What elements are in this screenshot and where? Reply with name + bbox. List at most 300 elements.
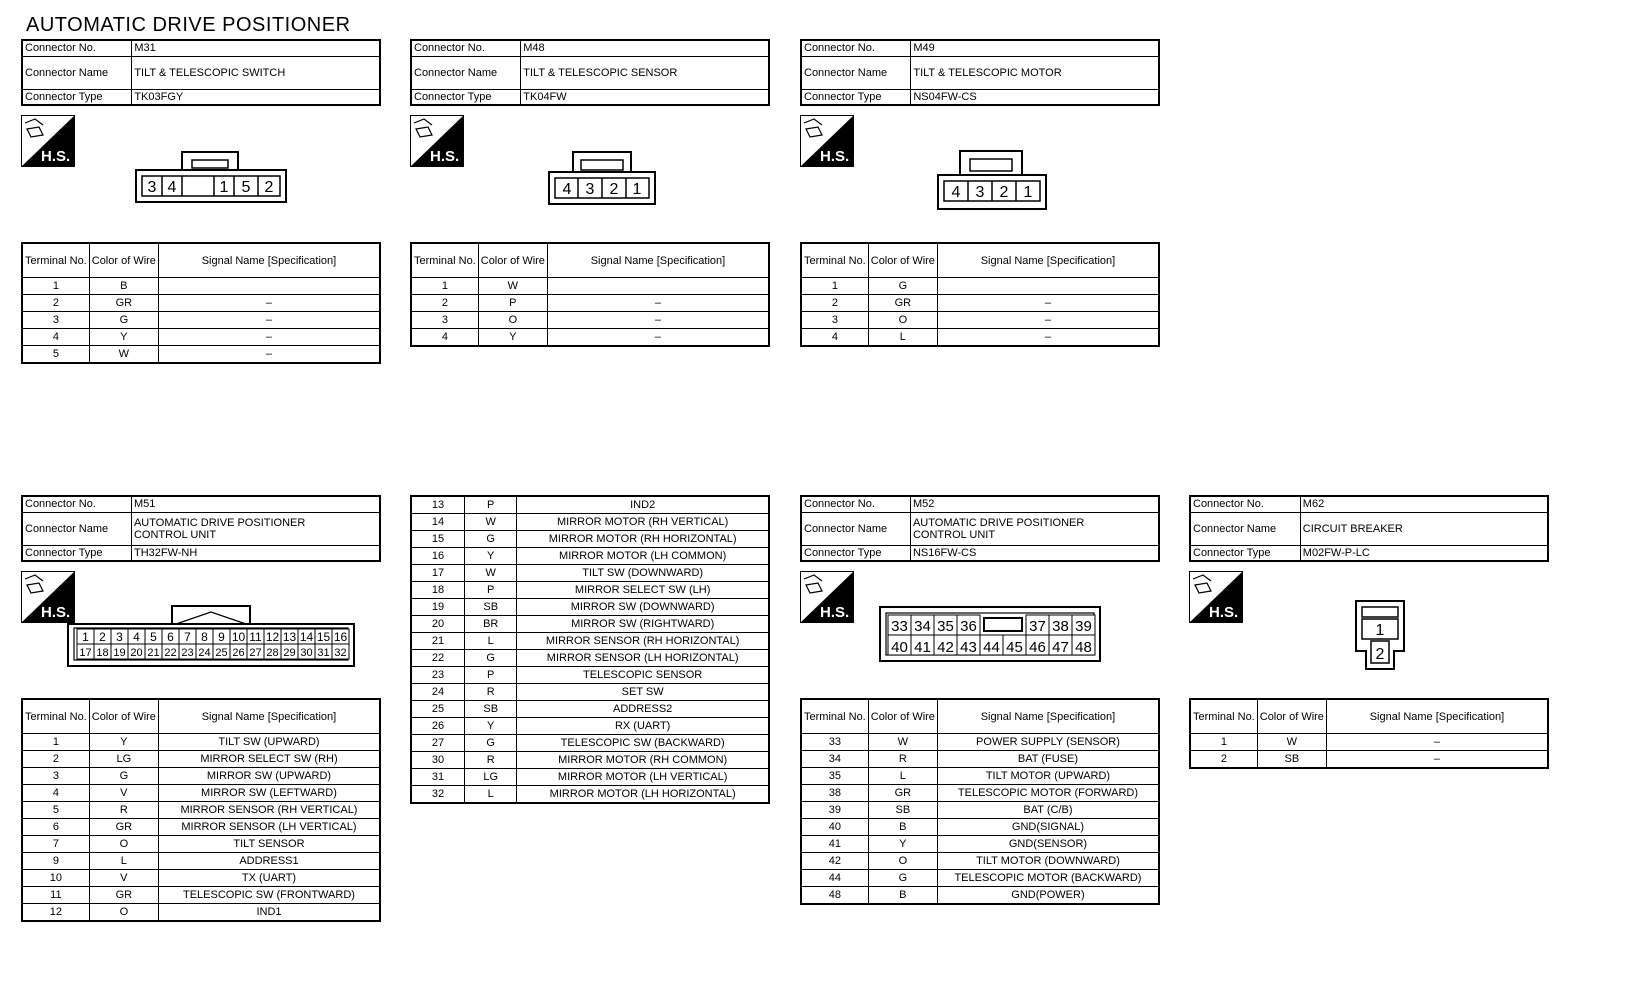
hs-label: H.S.	[1209, 604, 1239, 621]
pin: 2	[264, 179, 274, 196]
connector-no: M52	[910, 496, 1159, 512]
cell: B	[868, 819, 937, 836]
cell: GND(POWER)	[937, 887, 1159, 905]
label: Connector Name	[22, 512, 131, 545]
cell: –	[158, 312, 380, 329]
table-row	[801, 819, 1159, 836]
pin: 34	[914, 618, 931, 635]
cell: MIRROR MOTOR (RH HORIZONTAL)	[517, 531, 769, 548]
cell: Y	[868, 836, 937, 853]
table-row	[801, 734, 1159, 751]
cell: SB	[1257, 751, 1326, 769]
cell: –	[547, 312, 769, 329]
header-terminal: Terminal No.	[1190, 699, 1257, 734]
pin: 35	[937, 618, 954, 635]
pin: 8	[201, 630, 208, 644]
cell: W	[89, 346, 158, 364]
header-signal: Signal Name [Specification]	[158, 699, 380, 734]
cell: R	[465, 684, 517, 701]
cell: MIRROR SENSOR (LH VERTICAL)	[158, 819, 380, 836]
connector-name-line: CONTROL UNIT	[133, 528, 217, 541]
connector-type: NS04FW-CS	[911, 89, 1159, 105]
cell: 2	[22, 295, 89, 312]
pin: 26	[232, 647, 245, 659]
pin: 31	[317, 647, 330, 659]
pin: 9	[218, 630, 225, 644]
connector-diagram-m52	[878, 605, 1102, 663]
connector-no: M62	[1300, 496, 1548, 512]
cell: 2	[1190, 751, 1257, 769]
cell: 15	[411, 531, 465, 548]
cell: ADDRESS2	[517, 701, 769, 718]
pin: 16	[333, 630, 348, 644]
cell: 31	[411, 769, 465, 786]
cell: R	[465, 752, 517, 769]
cell: LG	[465, 769, 517, 786]
cell: –	[547, 295, 769, 312]
pin: 4	[562, 181, 572, 198]
cell: V	[89, 785, 158, 802]
table-row	[411, 582, 769, 599]
cell: 4	[411, 329, 478, 347]
cell: 27	[411, 735, 465, 752]
cell: Y	[465, 548, 517, 565]
cell: TILT SW (UPWARD)	[158, 734, 380, 751]
cell: 18	[411, 582, 465, 599]
pin: 48	[1075, 639, 1092, 656]
cell: –	[158, 346, 380, 364]
cell: R	[868, 751, 937, 768]
table-row	[1190, 734, 1548, 751]
pin: 27	[249, 647, 262, 659]
cell: G	[89, 312, 158, 329]
connector-info-m31	[21, 39, 381, 106]
label: Connector No.	[22, 40, 132, 56]
pin: 3	[116, 630, 123, 644]
cell: MIRROR SELECT SW (RH)	[158, 751, 380, 768]
cell: O	[868, 853, 937, 870]
pin: 47	[1052, 639, 1069, 656]
header-signal: Signal Name [Specification]	[158, 243, 380, 278]
cell: P	[465, 582, 517, 599]
table-row	[801, 836, 1159, 853]
cell: –	[1326, 734, 1548, 751]
terminal-table-m48	[410, 242, 770, 347]
cell	[937, 278, 1159, 295]
pin: 38	[1052, 618, 1069, 635]
cell: L	[868, 329, 937, 347]
label: Connector Type	[1190, 545, 1300, 561]
connector-diagram-m49	[936, 149, 1048, 211]
pin: 41	[914, 639, 931, 656]
cell	[158, 278, 380, 295]
pin: 5	[241, 179, 251, 196]
cell: TELESCOPIC SENSOR	[517, 667, 769, 684]
pin: 4	[167, 179, 177, 196]
table-row	[22, 785, 380, 802]
cell: BAT (FUSE)	[937, 751, 1159, 768]
cell: SB	[465, 701, 517, 718]
table-row	[411, 278, 769, 295]
connector-type: TH32FW-NH	[131, 545, 380, 561]
cell: Y	[478, 329, 547, 347]
cell	[547, 278, 769, 295]
header-signal: Signal Name [Specification]	[937, 243, 1159, 278]
cell: V	[89, 870, 158, 887]
cell: W	[478, 278, 547, 295]
connector-info-m52	[800, 495, 1160, 562]
cell: TELESCOPIC MOTOR (BACKWARD)	[937, 870, 1159, 887]
connector-no: M48	[521, 40, 769, 56]
cell: Y	[465, 718, 517, 735]
table-row	[1190, 751, 1548, 769]
cell: IND2	[517, 496, 769, 514]
pin: 42	[937, 639, 954, 656]
header-signal: Signal Name [Specification]	[547, 243, 769, 278]
pin: 4	[951, 184, 961, 201]
hs-label: H.S.	[430, 148, 460, 165]
hs-label: H.S.	[820, 148, 850, 165]
connector-name: TILT & TELESCOPIC SWITCH	[132, 56, 380, 89]
terminal-table-m51-continued	[410, 495, 770, 804]
cell: 41	[801, 836, 868, 853]
pin: 36	[960, 618, 977, 635]
label: Connector Type	[22, 545, 131, 561]
cell: 38	[801, 785, 868, 802]
cell: 10	[22, 870, 89, 887]
cell: 1	[411, 278, 478, 295]
cell: O	[89, 904, 158, 922]
hs-label: H.S.	[820, 604, 850, 621]
table-row	[411, 531, 769, 548]
cell: Y	[89, 329, 158, 346]
pin: 6	[167, 630, 174, 644]
label: Connector Name	[22, 56, 132, 89]
cell: 32	[411, 786, 465, 804]
cell: MIRROR MOTOR (LH COMMON)	[517, 548, 769, 565]
header-color: Color of Wire	[868, 699, 937, 734]
table-row	[22, 836, 380, 853]
table-row	[22, 295, 380, 312]
table-row	[411, 633, 769, 650]
table-row	[22, 278, 380, 295]
label: Connector Type	[22, 89, 132, 105]
hs-label: H.S.	[41, 604, 71, 621]
cell: Y	[89, 734, 158, 751]
cell: 4	[22, 329, 89, 346]
connector-name-line: AUTOMATIC DRIVE POSITIONER	[912, 516, 1085, 529]
header-signal: Signal Name [Specification]	[937, 699, 1159, 734]
pin: 7	[184, 630, 191, 644]
label: Connector No.	[411, 40, 521, 56]
pin: 11	[249, 630, 262, 644]
connector-info-m48	[410, 39, 770, 106]
header-signal: Signal Name [Specification]	[1326, 699, 1548, 734]
table-row	[22, 904, 380, 922]
cell: 22	[411, 650, 465, 667]
cell: GND(SENSOR)	[937, 836, 1159, 853]
pin: 25	[215, 647, 228, 659]
label: Connector Name	[1190, 512, 1300, 545]
cell: GR	[868, 295, 937, 312]
table-row	[411, 718, 769, 735]
table-row	[22, 751, 380, 768]
label: Connector No.	[801, 40, 911, 56]
cell: 2	[22, 751, 89, 768]
cell: 44	[801, 870, 868, 887]
connector-name-line: CONTROL UNIT	[912, 528, 996, 541]
cell: POWER SUPPLY (SENSOR)	[937, 734, 1159, 751]
cell: TELESCOPIC SW (BACKWARD)	[517, 735, 769, 752]
connector-type: M02FW-P-LC	[1300, 545, 1548, 561]
cell: 3	[411, 312, 478, 329]
label: Connector Type	[801, 545, 910, 561]
table-row	[22, 312, 380, 329]
cell: W	[465, 514, 517, 531]
terminal-table-m31	[21, 242, 381, 364]
label: Connector Type	[411, 89, 521, 105]
cell: TILT MOTOR (UPWARD)	[937, 768, 1159, 785]
pin: 2	[99, 630, 106, 644]
connector-name: TILT & TELESCOPIC SENSOR	[521, 56, 769, 89]
pin: 23	[181, 647, 194, 659]
cell: –	[158, 295, 380, 312]
cell: O	[89, 836, 158, 853]
pin: 2	[1375, 646, 1385, 663]
connector-no: M31	[132, 40, 380, 56]
cell: TX (UART)	[158, 870, 380, 887]
connector-info-m49	[800, 39, 1160, 106]
cell: MIRROR SW (LEFTWARD)	[158, 785, 380, 802]
cell: G	[868, 870, 937, 887]
cell: BAT (C/B)	[937, 802, 1159, 819]
header-color: Color of Wire	[478, 243, 547, 278]
cell: 3	[22, 312, 89, 329]
cell: GR	[89, 819, 158, 836]
terminal-table-m62	[1189, 698, 1549, 769]
cell: MIRROR MOTOR (LH VERTICAL)	[517, 769, 769, 786]
harness-side-icon	[800, 115, 854, 167]
pin: 37	[1029, 618, 1046, 635]
connector-name	[910, 512, 1159, 545]
pin: 12	[265, 630, 280, 644]
cell: W	[465, 565, 517, 582]
cell: L	[89, 853, 158, 870]
label: Connector Type	[801, 89, 911, 105]
cell: TILT MOTOR (DOWNWARD)	[937, 853, 1159, 870]
cell: –	[158, 329, 380, 346]
table-row	[801, 278, 1159, 295]
cell: 12	[22, 904, 89, 922]
pin: 22	[164, 647, 177, 659]
cell: 14	[411, 514, 465, 531]
cell: 3	[801, 312, 868, 329]
pin: 3	[585, 181, 595, 198]
table-row	[411, 329, 769, 347]
cell: L	[465, 633, 517, 650]
cell: 35	[801, 768, 868, 785]
connector-type: NS16FW-CS	[910, 545, 1159, 561]
cell: TELESCOPIC SW (FRONTWARD)	[158, 887, 380, 904]
table-row	[22, 819, 380, 836]
cell: 30	[411, 752, 465, 769]
pin: 14	[299, 630, 314, 644]
table-row	[411, 701, 769, 718]
pin: 15	[316, 630, 331, 644]
connector-diagram-m48	[547, 150, 657, 206]
cell: RX (UART)	[517, 718, 769, 735]
table-row	[411, 616, 769, 633]
pin: 2	[999, 184, 1009, 201]
table-row	[411, 667, 769, 684]
cell: 5	[22, 802, 89, 819]
table-row	[22, 329, 380, 346]
header-color: Color of Wire	[1257, 699, 1326, 734]
cell: GR	[89, 887, 158, 904]
pin: 24	[198, 647, 211, 659]
cell: 24	[411, 684, 465, 701]
cell: SET SW	[517, 684, 769, 701]
cell: 23	[411, 667, 465, 684]
connector-name-line: AUTOMATIC DRIVE POSITIONER	[133, 516, 306, 529]
connector-diagram-m51	[66, 604, 358, 668]
cell: MIRROR SENSOR (RH HORIZONTAL)	[517, 633, 769, 650]
label: Connector Name	[411, 56, 521, 89]
connector-diagram-m62	[1354, 599, 1406, 671]
table-row	[411, 769, 769, 786]
cell: 1	[1190, 734, 1257, 751]
pin: 17	[79, 647, 92, 659]
hs-label: H.S.	[41, 148, 71, 165]
cell: 19	[411, 599, 465, 616]
pin: 40	[891, 639, 908, 656]
cell: O	[868, 312, 937, 329]
cell: 33	[801, 734, 868, 751]
pin: 43	[960, 639, 977, 656]
cell: –	[547, 329, 769, 347]
table-row	[801, 312, 1159, 329]
cell: MIRROR MOTOR (RH VERTICAL)	[517, 514, 769, 531]
table-row	[22, 802, 380, 819]
cell: 20	[411, 616, 465, 633]
harness-side-icon	[21, 115, 75, 167]
connector-diagram-m31	[134, 150, 288, 205]
cell: MIRROR MOTOR (RH COMMON)	[517, 752, 769, 769]
cell: GND(SIGNAL)	[937, 819, 1159, 836]
cell: 42	[801, 853, 868, 870]
connector-key	[984, 618, 1022, 631]
cell: MIRROR SELECT SW (LH)	[517, 582, 769, 599]
table-row	[411, 295, 769, 312]
pin: 33	[891, 618, 908, 635]
cell: 7	[22, 836, 89, 853]
table-row	[411, 514, 769, 531]
cell: 3	[22, 768, 89, 785]
cell: GR	[868, 785, 937, 802]
cell: MIRROR SW (RIGHTWARD)	[517, 616, 769, 633]
cell: L	[465, 786, 517, 804]
table-row	[411, 684, 769, 701]
header-terminal: Terminal No.	[22, 243, 89, 278]
cell: 17	[411, 565, 465, 582]
cell: G	[868, 278, 937, 295]
connector-no: M49	[911, 40, 1159, 56]
cell: ADDRESS1	[158, 853, 380, 870]
cell: MIRROR MOTOR (LH HORIZONTAL)	[517, 786, 769, 804]
cell: G	[465, 531, 517, 548]
pin: 18	[96, 647, 109, 659]
table-row	[411, 786, 769, 804]
cell: GR	[89, 295, 158, 312]
table-row	[801, 295, 1159, 312]
cell: 13	[411, 496, 465, 514]
cell: P	[465, 496, 517, 514]
cell: 39	[801, 802, 868, 819]
pin: 32	[334, 647, 347, 659]
connector-info-m62	[1189, 495, 1549, 562]
cell: W	[868, 734, 937, 751]
cell: TELESCOPIC MOTOR (FORWARD)	[937, 785, 1159, 802]
cell: 1	[22, 278, 89, 295]
page-title: AUTOMATIC DRIVE POSITIONER	[26, 14, 351, 36]
pin: 1	[1375, 622, 1385, 639]
cell: 34	[801, 751, 868, 768]
table-row	[411, 735, 769, 752]
pin: 5	[150, 630, 157, 644]
table-row	[411, 312, 769, 329]
table-row	[801, 768, 1159, 785]
cell: 40	[801, 819, 868, 836]
header-terminal: Terminal No.	[411, 243, 478, 278]
cell: TILT SW (DOWNWARD)	[517, 565, 769, 582]
cell: IND1	[158, 904, 380, 922]
connector-name	[131, 512, 380, 545]
cell: 9	[22, 853, 89, 870]
cell: 1	[22, 734, 89, 751]
cell: 11	[22, 887, 89, 904]
pin: 44	[983, 639, 1000, 656]
pin: 2	[609, 181, 619, 198]
cell: O	[478, 312, 547, 329]
cell: 1	[801, 278, 868, 295]
cell: 26	[411, 718, 465, 735]
cell: L	[868, 768, 937, 785]
cell: SB	[868, 802, 937, 819]
table-row	[801, 853, 1159, 870]
table-row	[801, 785, 1159, 802]
cell: G	[465, 650, 517, 667]
cell: 25	[411, 701, 465, 718]
cell: TILT SENSOR	[158, 836, 380, 853]
pin: 3	[975, 184, 985, 201]
table-row	[801, 887, 1159, 905]
pin: 30	[300, 647, 313, 659]
terminal-table-m51	[21, 698, 381, 922]
header-terminal: Terminal No.	[801, 699, 868, 734]
cell: 5	[22, 346, 89, 364]
cell: –	[937, 312, 1159, 329]
cell: MIRROR SW (UPWARD)	[158, 768, 380, 785]
harness-side-icon	[410, 115, 464, 167]
header-terminal: Terminal No.	[801, 243, 868, 278]
cell: W	[1257, 734, 1326, 751]
pin: 39	[1075, 618, 1092, 635]
cell: 48	[801, 887, 868, 905]
label: Connector No.	[1190, 496, 1300, 512]
cell: G	[465, 735, 517, 752]
cell: LG	[89, 751, 158, 768]
table-row	[411, 496, 769, 514]
